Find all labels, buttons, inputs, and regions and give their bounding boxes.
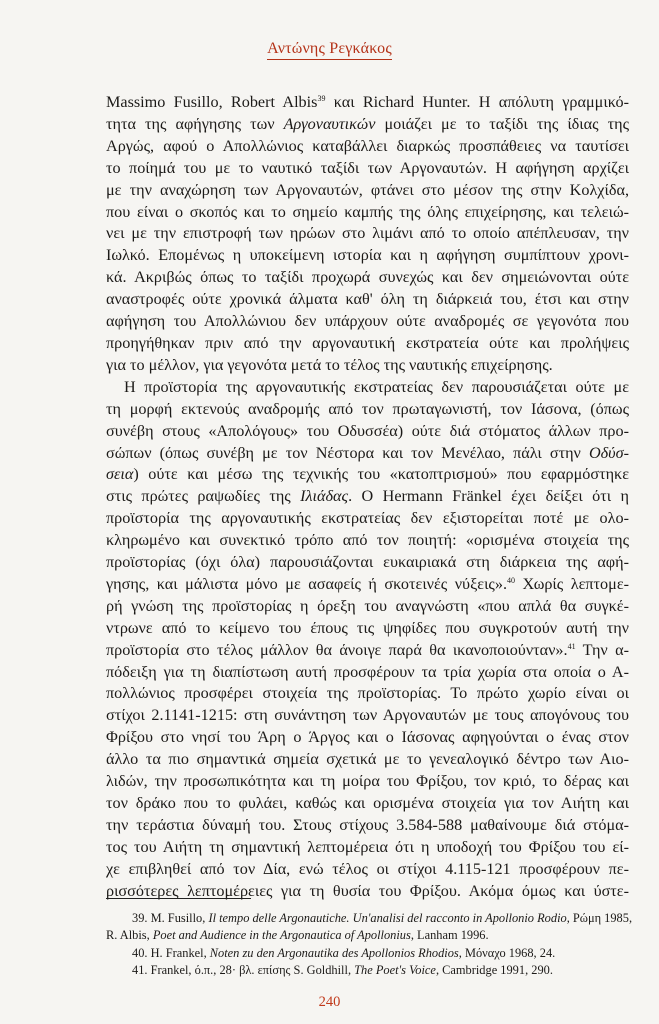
footnotes bbox=[106, 910, 633, 979]
text-line: γησης, και μάλιστα μόνο με ασαφείς ή σκοτεινές νύξεις».$^{40}$ Χωρίς λεπτομε- bbox=[106, 574, 630, 593]
text-line: τον δράκο που το φυλάει, καθώς και ορισμένα στοιχεία για τον Αιήτη και bbox=[106, 794, 629, 812]
text-line: την τεράστια δύναμή του. Στους στίχους 3.584-588 μαθαίνουμε διά στόμα- bbox=[106, 815, 629, 834]
text-line: νει με την επιστροφή των ηρώων στο λιμάνι από το οποίο απέπλευσαν, την bbox=[106, 224, 629, 243]
text-line: στις πρώτες ραψωδίες της Ιλιάδας. Ο Hermann Fränkel έχει δείξει ότι η bbox=[106, 487, 629, 506]
text-line: άλλο τα πιο σημαντικά σημεία σχετικά με το γενεαλογικό δέντρο των Αιο- bbox=[106, 750, 629, 769]
text-line: συνέβη στους «Απολόγους» του Οδυσσέα) ούτε διά στόματος άλλων προ- bbox=[106, 421, 629, 440]
text-line: αφήγηση του Απολλώνιου δεν υπάρχουν ούτε αναδρομές σε γεγονότα που bbox=[106, 312, 629, 331]
text-line: ρισσότερες λεπτομέρειες για τη θυσία του Φρίξου. Ακόμα όμως και ύστε- bbox=[106, 881, 629, 900]
page-number: 240 bbox=[318, 994, 341, 1010]
footnote-40: 40. H. Frankel, Noten zu den Argonautika des Apollonios Rhodios, Μόναχο 1968, 24. bbox=[132, 945, 556, 960]
text-line: στίχοι 2.1141-1215: στη συνάντηση των Αργοναυτών με τους απογόνους του bbox=[106, 706, 629, 725]
text-line: με την αναχώρηση των Αργοναυτών, φτάνει στο μέσον της στην Κολχίδα, bbox=[106, 180, 629, 199]
text-line: τος του Αιήτη τη σημαντική λεπτομέρεια ότι η υποδοχή του Φρίξου του εί- bbox=[106, 837, 629, 856]
text-line: προϊστορία στο τέλος μάλλον θα άνοιγε παρά θα ικανοποιούνταν».$^{41}$ Την α- bbox=[106, 640, 629, 659]
text-line: ντρωνε από το κείμενο του έπους τις ψηφίδες που συγκροτούν αυτή την bbox=[106, 618, 629, 637]
text-line: πόδειξη για τη διαπίστωση αυτή προσφέρουν τα τρία χωρία στα οποία ο Α- bbox=[106, 662, 629, 681]
footnote-ref-41[interactable]: 41 bbox=[567, 641, 576, 651]
text-line: Αργώς, αφού ο Απολλώνιος καταβάλλει διαρκώς προσπάθειες να ταυτίσει bbox=[106, 136, 629, 155]
footnote-39-continued: R. Albis, Poet and Audience in the Argonautica of Apollonius, Lanham 1996. bbox=[106, 928, 489, 943]
running-head-author: Αντώνης Ρεγκάκος bbox=[267, 40, 392, 60]
text-line: σεια) ούτε και μέσω της τεχνικής του «κατοπτρισμού» που εφαρμόστηκε bbox=[106, 465, 629, 484]
text-line: Ιωλκό. Επομένως η υποκείμενη ιστορία και η αφήγηση συμπίπτουν χρονι- bbox=[106, 246, 629, 265]
text-line: Massimo Fusillo, Robert Albis$^{39}$ και Richard Hunter. Η απόλυτη γραμμικό- bbox=[106, 93, 629, 111]
text-line: που είναι ο σκοπός και το σημείο καμπής της όλης επιχείρησης, και τελειώ- bbox=[106, 202, 629, 221]
footnote-ref-40[interactable]: 40 bbox=[507, 575, 515, 585]
text-line: κά. Ακριβώς όπως το ταξίδι προχωρά συνεχώς και δεν σημειώνονται ούτε bbox=[106, 268, 629, 287]
text-line: σώπων (όπως συνέβη με τον Νέστορα και τον Μενέλαο, πάλι στην Οδύσ- bbox=[106, 443, 629, 462]
text-line: τη μορφή εκτενούς αναδρομής από τον πρωταγωνιστή, τον Ιάσονα, (όπως bbox=[106, 399, 629, 418]
text-line: το ποίημά του με το ναυτικό ταξίδι των Αργοναυτών. Η αφήγηση αρχίζει bbox=[106, 158, 629, 177]
text-line: Η προϊστορία της αργοναυτικής εκστρατείας δεν παρουσιάζεται ούτε με bbox=[124, 377, 629, 396]
text-line: προϊστορίας (όχι όλα) παρουσιάζονται ευκαιριακά στη διάρκεια της αφή- bbox=[106, 553, 629, 572]
text-line: λιδών, την προσωπικότητα και τη μοίρα του Φρίξου, τον κριό, το δέρας και bbox=[106, 772, 629, 791]
body-text bbox=[106, 92, 629, 903]
text-line: Φρίξου στο νησί του Άρη ο Άργος και ο Ιάσονας αφηγούνται ο ένας στον bbox=[106, 728, 629, 747]
footnote-41: 41. Frankel, ό.π., 28· βλ. επίσης S. Goldhill, The Poet's Voice, Cambridge 1991, 290. bbox=[132, 962, 553, 977]
text-line: ρή γνώση της προϊστορίας η όρεξη του αναγνώστη «που απλά θα συγκέ- bbox=[106, 596, 629, 615]
text-line: τητα της αφήγησης των Αργοναυτικών μοιάζει με το ταξίδι της ίδιας της bbox=[106, 114, 629, 133]
text-line: για το μέλλον, για γεγονότα μετά το τέλος της ναυτικής επιχείρησης. bbox=[106, 355, 553, 374]
text-line: κληρωμένο και συνεκτικό τρόπο από τον ποιητή: «ορισμένα στοιχεία της bbox=[106, 531, 629, 550]
text-line: προηγήθηκαν πριν από την αργοναυτική εκστρατεία ούτε και προλήψεις bbox=[106, 333, 629, 352]
text-line: χε επιβληθεί από τον Δία, ενώ τέλος οι στίχοι 4.115-121 προσφέρουν πε- bbox=[106, 859, 629, 878]
text-line: πολλώνιος προσφέρει στοιχεία της προϊστορίας. Το πρώτο χωρίο είναι οι bbox=[106, 684, 629, 703]
text-line: προϊστορία της αργοναυτικής εκστρατείας δεν εξιστορείται ποτέ με ολο- bbox=[106, 509, 629, 528]
footnote-divider bbox=[106, 898, 251, 899]
running-head bbox=[0, 40, 659, 60]
footnote-39: 39. M. Fusillo, Il tempo delle Argonautiche. Un'analisi del racconto in Apollonio Rodio, Ρώμη 1985, bbox=[132, 911, 633, 925]
footnote-ref-39[interactable]: 39 bbox=[317, 94, 326, 103]
text-line: αναστροφές ούτε χρονικά άλματα καθ' όλη τη διάρκειά του, έτσι και στην bbox=[106, 290, 629, 309]
